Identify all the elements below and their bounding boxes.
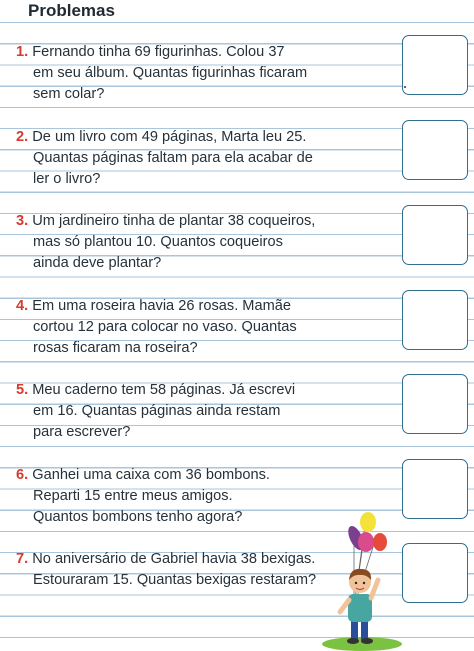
problem-text-line: Fernando tinha 69 figurinhas. Colou 37 bbox=[32, 44, 285, 60]
problem-text-line: Em uma roseira havia 26 rosas. Mamãe bbox=[32, 298, 291, 314]
page-title: Problemas bbox=[28, 1, 115, 20]
problem-number: 6. bbox=[16, 467, 29, 483]
problem-text-line: Um jardineiro tinha de plantar 38 coqueiros, bbox=[32, 213, 316, 229]
problem-text-line: Quantos bombons tenho agora? bbox=[33, 509, 243, 526]
problem-text-line: mas só plantou 10. Quantos coqueiros bbox=[33, 234, 283, 251]
problem-text-line: De um livro com 49 páginas, Marta leu 25. bbox=[32, 129, 307, 145]
boy-with-balloons-icon bbox=[318, 508, 402, 651]
problem-2 bbox=[16, 127, 396, 191]
problem-1 bbox=[16, 42, 396, 106]
problem-4 bbox=[16, 296, 396, 360]
problem-5 bbox=[16, 380, 396, 444]
problem-number: 1. bbox=[16, 44, 29, 60]
problem-text-line: No aniversário de Gabriel havia 38 bexigas. bbox=[32, 551, 316, 567]
answer-box-7[interactable] bbox=[402, 543, 468, 603]
answer-box-5[interactable] bbox=[402, 374, 468, 434]
problem-text-line: sem colar? bbox=[33, 86, 105, 103]
problem-text-line: cortou 12 para colocar no vaso. Quantas bbox=[33, 319, 297, 336]
problem-text-line: Meu caderno tem 58 páginas. Já escrevi bbox=[32, 382, 296, 398]
problem-text-line: ainda deve plantar? bbox=[33, 255, 162, 272]
problem-text-line: Estouraram 15. Quantas bexigas restaram? bbox=[33, 572, 317, 589]
problem-text-line: rosas ficaram na roseira? bbox=[33, 340, 198, 357]
problem-text-line: para escrever? bbox=[33, 424, 131, 441]
problem-number: 3. bbox=[16, 213, 29, 229]
answer-box-6[interactable] bbox=[402, 459, 468, 519]
problem-number: 2. bbox=[16, 129, 29, 145]
answer-box-4[interactable] bbox=[402, 290, 468, 350]
problem-text-line: em seu álbum. Quantas figurinhas ficaram bbox=[33, 65, 308, 82]
problem-number: 4. bbox=[16, 298, 29, 314]
problem-number: 5. bbox=[16, 382, 29, 398]
answer-box-3[interactable] bbox=[402, 205, 468, 265]
problem-text-line: Ganhei uma caixa com 36 bombons. bbox=[32, 467, 270, 483]
ink-dot bbox=[404, 86, 406, 88]
problem-text-line: Quantas páginas faltam para ela acabar de bbox=[33, 150, 313, 167]
problem-text-line: Reparti 15 entre meus amigos. bbox=[33, 488, 233, 505]
answer-box-1[interactable] bbox=[402, 35, 468, 95]
problem-3 bbox=[16, 211, 396, 275]
problem-text-line: ler o livro? bbox=[33, 171, 101, 188]
problem-number: 7. bbox=[16, 551, 29, 567]
answer-box-2[interactable] bbox=[402, 120, 468, 180]
problem-text-line: em 16. Quantas páginas ainda restam bbox=[33, 403, 281, 420]
